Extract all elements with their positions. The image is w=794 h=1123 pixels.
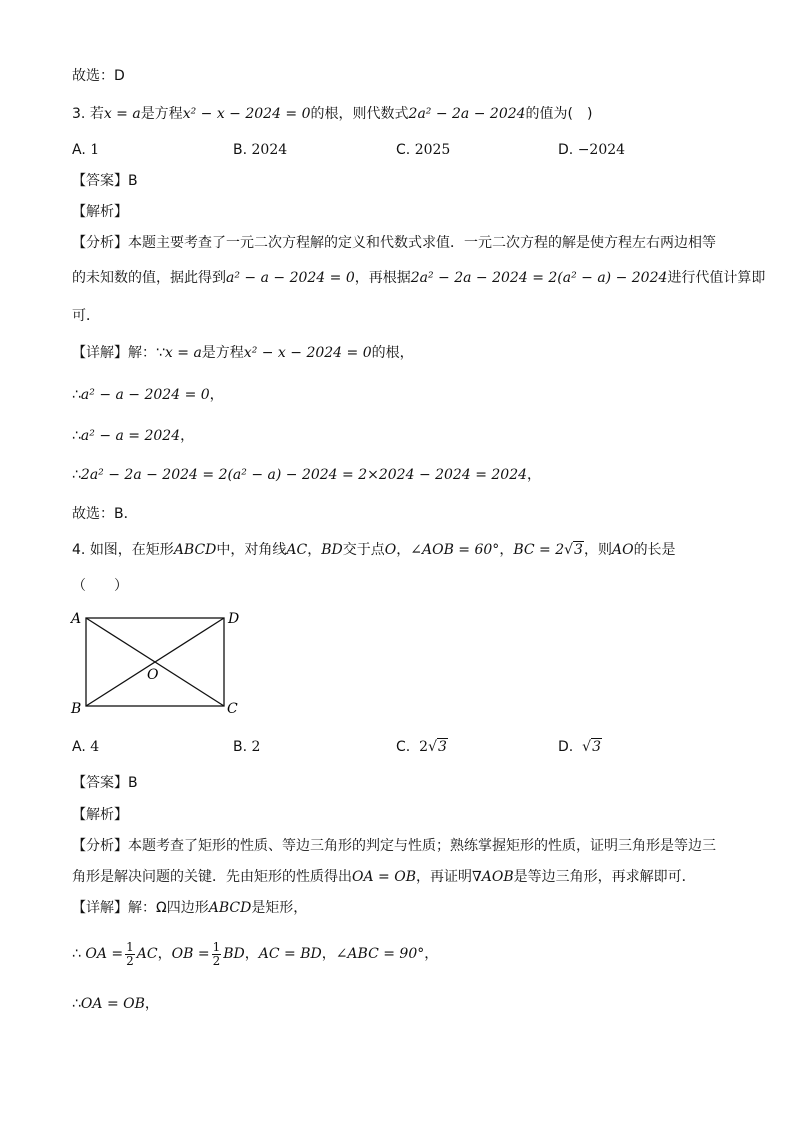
- q3-number: 3.: [72, 106, 86, 122]
- q4-point: O: [384, 542, 397, 558]
- q4-segment: AO: [611, 542, 634, 558]
- detail-text: 是矩形，: [251, 900, 308, 916]
- sqrt-symbol: √3: [564, 542, 583, 558]
- q3-stem-text: 的根，则代数式: [310, 106, 409, 122]
- q4-angle: ∠AOB = 60°: [410, 542, 500, 558]
- q3-stem-text: 是方程: [140, 106, 183, 122]
- q4-stem-blank: （ ）: [72, 578, 128, 594]
- q3-option-c: [396, 140, 450, 160]
- q4-option-c: [396, 737, 448, 757]
- answer-label: 【答案】: [72, 173, 128, 189]
- option-letter: A.: [72, 739, 86, 755]
- detail-math: x² − x − 2024 = 0: [243, 345, 372, 361]
- fenxi-equation: OA = OB: [352, 869, 416, 885]
- label-a: A: [71, 611, 82, 627]
- q4-detail-line3: [72, 994, 159, 1014]
- option-letter: D.: [558, 739, 574, 755]
- fraction-denominator: 2: [126, 953, 134, 968]
- option-letter: C.: [396, 142, 411, 158]
- therefore-symbol: ∴: [72, 946, 81, 962]
- option-letter: D.: [558, 142, 574, 158]
- detail-text: ，: [180, 428, 195, 444]
- q4-stem-text: ，: [396, 542, 411, 558]
- q4-stem-text: 如图，在矩形: [89, 542, 174, 558]
- detail-prefix: 解：∵: [128, 345, 165, 361]
- q4-analysis-label: 【解析】: [72, 807, 128, 823]
- fenxi-triangle: ∇AOB: [471, 869, 514, 885]
- fenxi-text: ，再根据: [354, 270, 411, 286]
- detail-math: 2a² − 2a − 2024 = 2(a² − a) − 2024 = 2×2024 − 2024 = 2024: [80, 467, 528, 483]
- q3-condition: x = a: [103, 106, 141, 122]
- detail-text: ，: [527, 467, 542, 483]
- detail-math: x = a: [164, 345, 202, 361]
- q4-segment: BD: [321, 542, 343, 558]
- fraction-numerator: 1: [126, 939, 134, 954]
- option-value: 1: [90, 142, 100, 158]
- fenxi-text: 本题考查了矩形的性质、等边三角形的判定与性质；熟练掌握矩形的性质，证明三角形是等边三: [128, 838, 716, 854]
- fraction-half: [212, 941, 222, 968]
- q3-detail-line4: [72, 465, 541, 485]
- q3-detail-line1: [72, 343, 414, 363]
- q4-detail-line1: [72, 898, 307, 918]
- label-o: O: [147, 667, 159, 683]
- fenxi-equation: a² − a − 2024 = 0: [226, 270, 355, 286]
- label-b: B: [71, 701, 82, 717]
- q4-answer: [72, 773, 138, 793]
- q3-equation: x² − x − 2024 = 0: [182, 106, 311, 122]
- answer-label: 【答案】: [72, 775, 128, 791]
- detail-text: ，: [424, 946, 439, 962]
- q4-detail-line2: [72, 940, 438, 968]
- answer-value: B: [128, 173, 138, 189]
- q4-bc: BC = 2: [513, 542, 565, 558]
- q3-fenxi-line3: 可．: [72, 308, 100, 324]
- option-value: 2: [251, 739, 261, 755]
- detail-math: AC: [136, 946, 158, 962]
- fenxi-text: 本题主要考查了一元二次方程解的定义和代数式求值．一元二次方程的解是使方程左右两边相等: [128, 235, 716, 251]
- detail-math: BD: [223, 946, 245, 962]
- q4-option-a: [72, 737, 99, 757]
- detail-math: AC = BD: [258, 946, 322, 962]
- fenxi-text: 是等边三角形，再求解即可．: [513, 869, 696, 885]
- q3-option-d: [558, 140, 625, 160]
- q4-stem-text: ，: [307, 542, 322, 558]
- option-letter: B.: [233, 739, 248, 755]
- sqrt-radicand: 3: [437, 739, 447, 755]
- q4-segment: AC: [286, 542, 308, 558]
- fenxi-text: 角形是解决问题的关键．先由矩形的性质得出: [72, 869, 352, 885]
- q3-stem-text: 若: [89, 106, 104, 122]
- q3-expression: 2a² − 2a − 2024: [408, 106, 526, 122]
- detail-math: ABCD: [208, 900, 252, 916]
- option-value: 2025: [414, 142, 451, 158]
- fenxi-text: ，再证明: [415, 869, 472, 885]
- sqrt-symbol: √3: [428, 739, 447, 755]
- q2-conclusion: 故选：D: [72, 68, 125, 84]
- q4-rect-name: ABCD: [173, 542, 217, 558]
- option-coef: 2: [419, 739, 429, 755]
- q3-fenxi-line2: [72, 268, 765, 288]
- fenxi-label: 【分析】: [72, 235, 128, 251]
- detail-text: 是方程: [201, 345, 244, 361]
- detail-text: ，: [244, 946, 259, 962]
- option-letter: B.: [233, 142, 248, 158]
- therefore-symbol: ∴: [72, 428, 81, 444]
- detail-prefix: 解：Ω四边形: [128, 900, 209, 916]
- therefore-symbol: ∴: [72, 467, 81, 483]
- detail-text: ，: [209, 387, 224, 403]
- q3-conclusion: 故选：B．: [72, 506, 138, 522]
- fenxi-text: 的未知数的值，据此得到: [72, 270, 226, 286]
- q4-stem-text: 交于点: [342, 542, 385, 558]
- q4-fenxi-line2: [72, 867, 696, 887]
- q3-answer: [72, 171, 138, 191]
- q3-stem: [72, 104, 592, 124]
- option-letter: A.: [72, 142, 86, 158]
- detail-text: ，: [321, 946, 336, 962]
- q4-option-d: [558, 737, 602, 757]
- rectangle-figure: [66, 606, 246, 721]
- detail-label: 【详解】: [72, 900, 128, 916]
- q3-analysis-label: 【解析】: [72, 204, 128, 220]
- therefore-symbol: ∴: [72, 996, 81, 1012]
- detail-math: a² − a − 2024 = 0: [80, 387, 210, 403]
- fraction-half: [125, 941, 135, 968]
- label-c: C: [227, 701, 238, 717]
- q3-option-a: [72, 140, 99, 160]
- q3-detail-line2: [72, 385, 224, 405]
- option-value: 2024: [251, 142, 288, 158]
- fenxi-equation: 2a² − 2a − 2024 = 2(a² − a) − 2024: [410, 270, 668, 286]
- sqrt-radicand: 3: [574, 542, 583, 558]
- option-value: 4: [90, 739, 100, 755]
- answer-value: B: [128, 775, 138, 791]
- detail-label: 【详解】: [72, 345, 128, 361]
- therefore-symbol: ∴: [72, 387, 81, 403]
- sqrt-radicand: 3: [592, 739, 601, 755]
- q4-stem-text: 的长是: [633, 542, 676, 558]
- fenxi-label: 【分析】: [72, 838, 128, 854]
- q4-stem-text: 中，对角线: [216, 542, 287, 558]
- detail-math: OA = OB: [80, 996, 145, 1012]
- option-value: −2024: [577, 142, 626, 158]
- detail-text: ，: [157, 946, 172, 962]
- q4-stem-text: ，则: [583, 542, 612, 558]
- detail-text: 的根，: [371, 345, 414, 361]
- q3-fenxi-line1: [72, 233, 716, 253]
- q3-option-b: [233, 140, 287, 160]
- detail-math: a² − a = 2024: [80, 428, 181, 444]
- q4-fenxi-line1: [72, 836, 716, 856]
- fenxi-text: 进行代值计算即: [667, 270, 766, 286]
- q3-stem-text: 的值为( ): [525, 106, 593, 122]
- q4-stem: [72, 540, 676, 560]
- detail-math: OA =: [85, 946, 124, 962]
- q3-detail-line3: [72, 426, 194, 446]
- fraction-numerator: 1: [212, 939, 221, 954]
- fraction-denominator: 2: [212, 953, 221, 968]
- detail-math: ∠ABC = 90°: [335, 946, 425, 962]
- option-letter: C.: [396, 739, 411, 755]
- label-d: D: [228, 611, 240, 627]
- sqrt-symbol: √3: [582, 739, 601, 755]
- detail-text: ，: [144, 996, 159, 1012]
- detail-math: OB =: [171, 946, 210, 962]
- q4-stem-text: ，: [499, 542, 514, 558]
- q4-option-b: [233, 737, 260, 757]
- q4-number: 4.: [72, 542, 86, 558]
